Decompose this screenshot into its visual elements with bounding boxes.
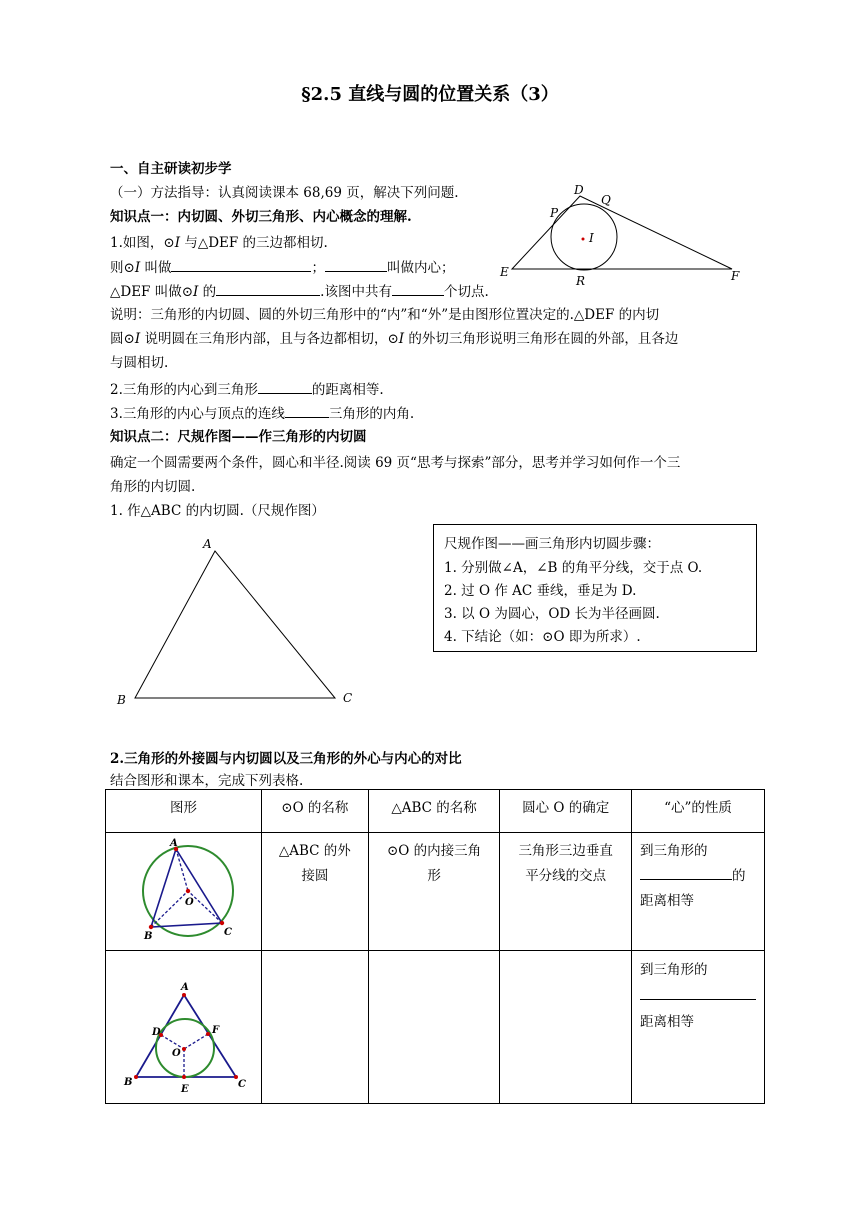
task1: 1. 作△ABC 的内切圆.（尺规作图）: [110, 503, 325, 519]
fig2-label-c: C: [238, 1079, 247, 1090]
label-q: Q: [601, 193, 611, 207]
method-guide: （一）方法指导：认真阅读课本 68,69 页，解决下列问题.: [110, 185, 459, 201]
fig1-label-o: O: [185, 897, 195, 908]
q1-line1: 1.如图，⊙I 与△DEF 的三边都相切.: [110, 235, 328, 251]
header-circle-name: ⊙O 的名称: [281, 800, 349, 816]
label-i: I: [589, 231, 594, 245]
q3: 3.三角形的内心与顶点的连线 三角形的内角.: [110, 406, 415, 422]
q2: 2.三角形的内心到三角形 的距离相等.: [110, 382, 384, 398]
fig2-label-b: B: [124, 1077, 133, 1088]
blank-incircle[interactable]: [171, 258, 311, 272]
step-3: 3. 以 O 为圆心，OD 长为半径画圆.: [444, 606, 660, 622]
blank-tangent-count[interactable]: [392, 282, 444, 296]
label-a: A: [203, 537, 212, 551]
header-triangle-name: △ABC 的名称: [391, 800, 477, 816]
table-header-row: [106, 790, 765, 833]
header-center: 圆心 O 的确定: [522, 800, 610, 816]
table-row: [106, 833, 765, 951]
label-c: C: [343, 691, 353, 705]
r2-prop-3: 距离相等: [639, 1014, 694, 1030]
label-b: B: [117, 693, 126, 707]
steps-title: 尺规作图——画三角形内切圆步骤：: [444, 536, 660, 552]
label-p: P: [550, 206, 559, 220]
r1-circle-name-2: 接圆: [301, 868, 329, 884]
section2-heading: 2.三角形的外接圆与内切圆以及三角形的外心与内心的对比: [110, 751, 462, 767]
step-1: 1. 分别做∠A，∠B 的角平分线，交于点 O.: [444, 560, 703, 576]
kp2-text-1: 确定一个圆需要两个条件，圆心和半径.阅读 69 页“思考与探索”部分，思考并学习如何作一个三: [110, 455, 681, 471]
step-4: 4. 下结论（如：⊙O 即为所求）.: [444, 629, 641, 645]
note1-line2: 圆⊙I 说明圆在三角形内部，且与各边都相切，⊙I 的外切三角形说明三角形在圆的外部，且各边: [110, 331, 679, 347]
section1-heading: 一、自主研读初步学: [110, 161, 232, 177]
blank-q2[interactable]: [258, 380, 312, 394]
r1-tri-name-1: ⊙O 的内接三角: [386, 843, 482, 859]
q1-line3: △DEF 叫做⊙I 的 .该图中共有 个切点.: [110, 284, 489, 300]
r1-center-2: 平分线的交点: [525, 868, 607, 884]
figure-incircle: [108, 951, 258, 1099]
r1-prop-2: 的: [731, 868, 746, 884]
r1-prop-1: 到三角形的: [639, 843, 708, 859]
r1-tri-name-2: 形: [427, 868, 441, 884]
r2-center[interactable]: [500, 951, 632, 1104]
label-r: R: [576, 274, 586, 288]
steps-box: [433, 524, 757, 652]
r2-tri-name[interactable]: [368, 951, 500, 1104]
fig2-label-d: D: [152, 1027, 162, 1038]
fig2-label-e: E: [181, 1084, 190, 1095]
r2-circle-name[interactable]: [261, 951, 368, 1104]
fig2-label-a: A: [181, 982, 190, 993]
blank-q3[interactable]: [285, 404, 329, 418]
fig1-label-c: C: [224, 927, 233, 938]
step-2: 2. 过 O 作 AC 垂线，垂足为 D.: [444, 583, 637, 599]
blank-r2-prop[interactable]: [640, 986, 756, 1000]
table-row: [106, 951, 765, 1104]
blank-r1-prop[interactable]: [640, 866, 732, 880]
header-figure: 图形: [169, 800, 197, 816]
label-f: F: [731, 269, 740, 283]
figure-def-incircle: [495, 180, 755, 290]
kp2-text-2: 角形的内切圆.: [110, 479, 196, 495]
section2-intro: 结合图形和课本，完成下列表格.: [110, 773, 304, 789]
page-title: §2.5 直线与圆的位置关系（3）: [301, 84, 559, 105]
header-property: “心”的性质: [664, 800, 732, 816]
note1-line1: 说明：三角形的内切圆、圆的外切三角形中的“内”和“外”是由图形位置决定的.△DEF 的内切: [110, 307, 660, 323]
kp1-title: 知识点一：内切圆、外切三角形、内心概念的理解.: [110, 209, 412, 225]
fig2-label-o: O: [172, 1048, 182, 1059]
r1-circle-name-1: △ABC 的外: [278, 843, 351, 859]
blank-incenter[interactable]: [325, 258, 387, 272]
q1-line2: 则⊙I 叫做 ； 叫做内心；: [110, 260, 455, 276]
note1-line3: 与圆相切.: [110, 355, 169, 371]
r2-prop-1: 到三角形的: [639, 962, 708, 978]
comparison-table: [105, 789, 765, 1104]
label-e: E: [500, 265, 509, 279]
blank-circumscribed[interactable]: [216, 282, 320, 296]
kp2-title: 知识点二：尺规作图——作三角形的内切圆: [110, 429, 367, 445]
label-d: D: [574, 183, 584, 197]
fig1-label-b: B: [144, 931, 153, 942]
fig2-label-f: F: [212, 1025, 220, 1036]
fig1-label-a: A: [170, 838, 179, 849]
r1-prop-3: 距离相等: [639, 893, 694, 909]
r1-center-1: 三角形三边垂直: [518, 843, 613, 859]
figure-circumcircle: [108, 833, 258, 943]
figure-triangle-abc: [110, 532, 360, 712]
